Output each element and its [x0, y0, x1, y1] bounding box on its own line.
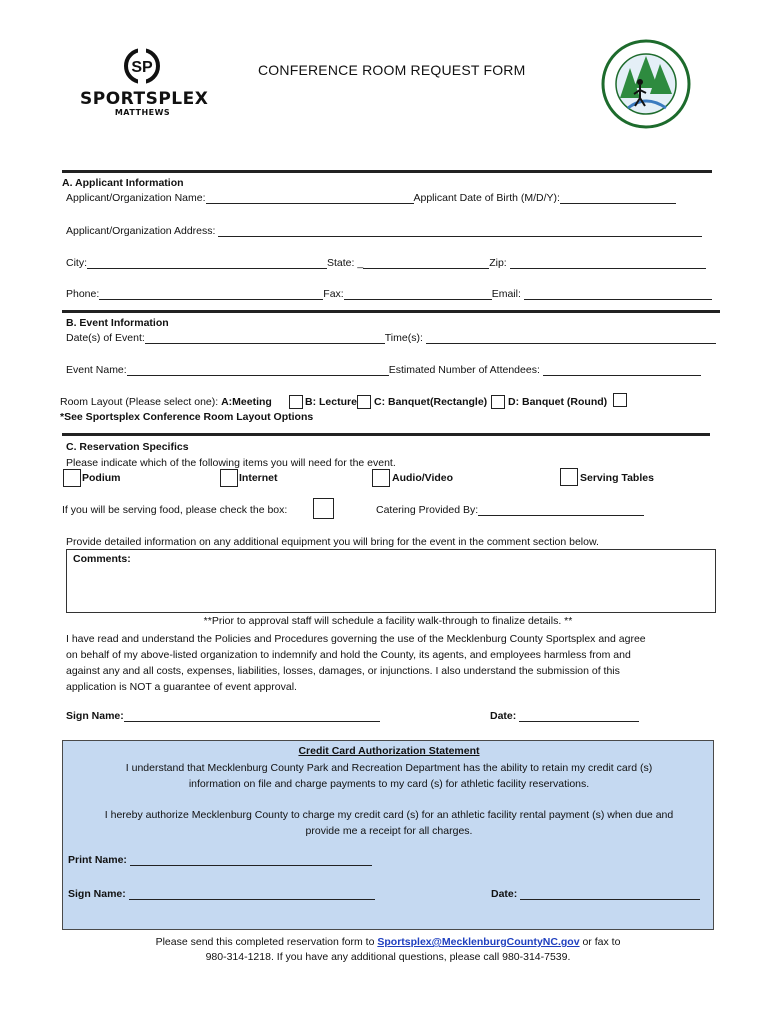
cc-date-label: Date: [491, 888, 518, 900]
address-label: Applicant/Organization Address: [66, 225, 216, 237]
catering-label: Catering Provided By: [376, 504, 479, 516]
cc-statement-2 [63, 807, 715, 839]
logo-text: SPORTSPLEX [80, 89, 209, 109]
cc-statement-1 [63, 760, 715, 792]
footer-send-prefix: Please send this completed reservation form to [155, 936, 375, 948]
times-label: Time(s): [384, 332, 423, 344]
cc-sign-label: Sign Name: [68, 888, 126, 900]
sign-row [66, 710, 380, 722]
logo-subtext: MATTHEWS [114, 108, 171, 117]
divider [62, 310, 720, 313]
sportsplex-logo [80, 44, 209, 124]
cc-date-field[interactable] [520, 889, 700, 900]
cc-print-label: Print Name: [68, 854, 127, 866]
layout-intro: Room Layout (Please select one): [60, 396, 219, 408]
phone-label: Phone: [66, 288, 100, 300]
walkthrough-note: **Prior to approval staff will schedule a facility walk-through to finalize details. ** [203, 615, 573, 627]
zip-field[interactable] [510, 258, 706, 269]
attendees-field[interactable] [543, 365, 701, 376]
section-c-instructions: Please indicate which of the following items you will need for the event. [66, 457, 396, 469]
serving-tables-label: Serving Tables [580, 472, 654, 484]
dates-row [66, 332, 716, 344]
food-label: If you will be serving food, please check the box: [62, 504, 288, 516]
cc-sign-field[interactable] [129, 889, 375, 900]
credit-card-panel [62, 740, 714, 930]
logo-monogram: SP [131, 59, 153, 76]
city-field[interactable] [87, 258, 327, 269]
dates-field[interactable] [145, 333, 385, 344]
cc-sign-row [68, 888, 375, 900]
footer-line-1 [62, 936, 714, 948]
food-checkbox[interactable] [313, 498, 334, 519]
fax-field[interactable] [344, 289, 492, 300]
layout-c-label: C: Banquet(Rectangle) [374, 396, 488, 408]
phone-row [66, 288, 712, 300]
agreement-line: I have read and understand the Policies and Procedures governing the use of the Mecklenburg County Sportsplex and agree [66, 633, 646, 645]
equipment-note: Provide detailed information on any additional equipment you will bring for the event in the comment section below. [66, 536, 599, 548]
cc-line: I hereby authorize Mecklenburg County to charge my credit card (s) for an athletic facility rental payment (s) when due and [104, 809, 674, 821]
park-seal-icon [600, 38, 692, 130]
date-label: Date: [490, 710, 517, 722]
sign-label: Sign Name: [66, 710, 124, 722]
section-c-heading: C. Reservation Specifics [66, 441, 189, 453]
phone-field[interactable] [99, 289, 323, 300]
internet-checkbox[interactable] [220, 469, 238, 487]
layout-a-checkbox[interactable] [289, 395, 303, 409]
layout-d-checkbox[interactable] [613, 393, 627, 407]
event-name-label: Event Name: [66, 364, 127, 376]
audio-video-label: Audio/Video [392, 472, 454, 484]
comments-label: Comments: [73, 553, 131, 565]
footer-line-2: 980-314-1218. If you have any additional questions, please call 980-314-7539. [205, 951, 571, 963]
dates-label: Date(s) of Event: [66, 332, 145, 344]
layout-b-checkbox[interactable] [357, 395, 371, 409]
divider [62, 433, 710, 436]
event-name-field[interactable] [127, 365, 389, 376]
agreement-text [66, 631, 706, 695]
layout-note: *See Sportsplex Conference Room Layout Options [60, 411, 314, 423]
date-field[interactable] [519, 711, 639, 722]
cc-print-field[interactable] [130, 855, 372, 866]
county-seal [600, 38, 692, 130]
catering-row [376, 504, 644, 516]
org-name-row [66, 192, 676, 204]
cc-line: I understand that Mecklenburg County Park and Recreation Department has the ability to retain my credit card (s) [125, 762, 653, 774]
cc-line: information on file and charge payments to my card (s) for athletic facility reservations. [188, 778, 590, 790]
fax-label: Fax: [323, 288, 344, 300]
layout-a-label: A:Meeting [221, 396, 272, 408]
layout-b-label: B: Lecture [305, 396, 357, 408]
attendees-label: Estimated Number of Attendees: [388, 364, 540, 376]
audio-video-checkbox[interactable] [372, 469, 390, 487]
layout-c-checkbox[interactable] [491, 395, 505, 409]
footer-email-link[interactable]: Sportsplex@MecklenburgCountyNC.gov [377, 936, 580, 948]
org-name-label: Applicant/Organization Name: [66, 192, 206, 204]
layout-d-label: D: Banquet (Round) [508, 396, 608, 408]
address-field[interactable] [218, 226, 702, 237]
agreement-line: application is NOT a guarantee of event approval. [66, 681, 297, 693]
comments-box[interactable] [66, 549, 716, 613]
serving-tables-checkbox[interactable] [560, 468, 578, 486]
address-row [66, 225, 702, 237]
email-label: Email: [491, 288, 521, 300]
zip-label: Zip: [489, 257, 507, 269]
city-row [66, 257, 706, 269]
agreement-line: against any and all costs, expenses, liabilities, losses, damages, or injunctions. I also understand the submission of this [66, 665, 620, 677]
date-row [490, 710, 639, 722]
internet-label: Internet [239, 472, 278, 484]
cc-heading: Credit Card Authorization Statement [298, 745, 480, 757]
sp-monogram-icon [80, 44, 205, 90]
catering-field[interactable] [478, 505, 644, 516]
dob-field[interactable] [560, 193, 676, 204]
sign-field[interactable] [124, 711, 380, 722]
page-title: CONFERENCE ROOM REQUEST FORM [258, 62, 526, 78]
cc-line: provide me a receipt for all charges. [305, 825, 473, 837]
cc-print-row [68, 854, 372, 866]
city-label: City: [66, 257, 87, 269]
section-a-heading: A. Applicant Information [62, 177, 184, 189]
room-layout-row [60, 396, 272, 408]
podium-label: Podium [82, 472, 121, 484]
org-name-field[interactable] [206, 193, 414, 204]
podium-checkbox[interactable] [63, 469, 81, 487]
times-field[interactable] [426, 333, 716, 344]
state-label: State: _ [327, 257, 364, 269]
event-name-row [66, 364, 701, 376]
footer-send-suffix: or fax to [582, 936, 621, 948]
state-field[interactable] [363, 258, 489, 269]
agreement-line: on behalf of my above-listed organization to indemnify and hold the County, its agents, and employees harmless from and [66, 649, 631, 661]
dob-label: Applicant Date of Birth (M/D/Y): [413, 192, 560, 204]
email-field[interactable] [524, 289, 712, 300]
section-b-heading: B. Event Information [66, 317, 169, 329]
divider [62, 170, 712, 173]
cc-date-row [491, 888, 700, 900]
